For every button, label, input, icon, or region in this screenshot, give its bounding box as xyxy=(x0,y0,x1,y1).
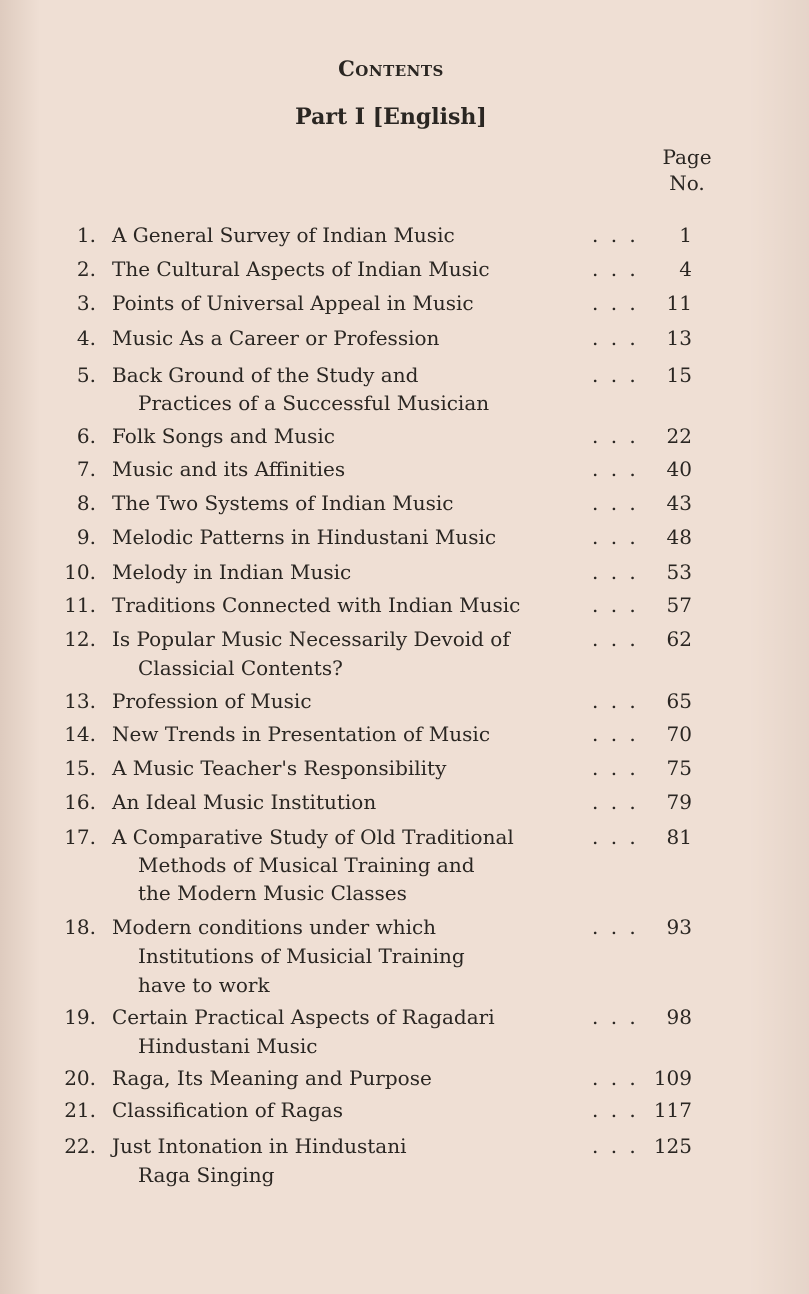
toc-entry-number: 1. xyxy=(76,223,96,247)
toc-leader-dots: . . . xyxy=(592,593,639,617)
toc-entry-number: 15. xyxy=(64,756,96,780)
toc-entry-title-line: A Music Teacher's Responsibility xyxy=(112,756,447,780)
toc-entry-page: 81 xyxy=(666,825,692,849)
toc-entry-title xyxy=(112,1132,582,1190)
toc-entry-title-line: Music and its Affinities xyxy=(112,457,346,481)
toc-entry-title-line: have to work xyxy=(138,973,270,997)
toc-entry-number: 20. xyxy=(64,1066,96,1090)
page-label-line: Page xyxy=(662,145,712,169)
toc-entry-title-line: A Comparative Study of Old Traditional xyxy=(112,825,514,849)
toc-entry-title-line: Practices of a Successful Musician xyxy=(138,391,490,415)
toc-entry-title xyxy=(112,823,582,907)
toc-entry-page: 109 xyxy=(653,1066,692,1090)
toc-leader-dots: . . . xyxy=(592,457,639,481)
toc-entry-title xyxy=(112,913,582,1000)
toc-entry-page: 65 xyxy=(666,689,692,713)
toc-entry-number: 13. xyxy=(64,689,96,713)
toc-entry-title xyxy=(112,290,582,317)
toc-entry-title xyxy=(112,688,582,715)
toc-entry-number: 21. xyxy=(64,1098,96,1122)
toc-entry-number: 18. xyxy=(64,915,96,939)
toc-entry-title-line: New Trends in Presentation of Music xyxy=(112,722,491,746)
toc-leader-dots: . . . xyxy=(592,560,639,584)
toc-leader-dots: . . . xyxy=(592,424,639,448)
toc-entry-title xyxy=(112,423,582,450)
toc-leader-dots: . . . xyxy=(592,756,639,780)
toc-entry-title-line: The Cultural Aspects of Indian Music xyxy=(112,257,490,281)
toc-leader-dots: . . . xyxy=(592,223,639,247)
toc-leader-dots: . . . xyxy=(592,363,639,387)
toc-leader-dots: . . . xyxy=(592,1098,639,1122)
toc-leader-dots: . . . xyxy=(592,291,639,315)
toc-entry-title xyxy=(112,524,582,551)
toc-entry-title-line: Is Popular Music Necessarily Devoid of xyxy=(112,627,510,651)
toc-entry-title xyxy=(112,1003,582,1061)
toc-entry-number: 11. xyxy=(64,593,96,617)
toc-entry-title-line: The Two Systems of Indian Music xyxy=(112,491,454,515)
toc-entry-page: 57 xyxy=(666,593,692,617)
toc-leader-dots: . . . xyxy=(592,1005,639,1029)
toc-leader-dots: . . . xyxy=(592,326,639,350)
no-label-line: No. xyxy=(669,171,705,195)
toc-leader-dots: . . . xyxy=(592,525,639,549)
toc-entry-page: 1 xyxy=(679,223,692,247)
toc-entry-title-line: Melody in Indian Music xyxy=(112,560,352,584)
toc-entry-page: 43 xyxy=(666,491,692,515)
toc-entry-number: 7. xyxy=(76,457,96,481)
toc-entry-title-line: A General Survey of Indian Music xyxy=(112,223,455,247)
toc-entry-number: 6. xyxy=(76,424,96,448)
toc-entry-page: 4 xyxy=(679,257,692,281)
toc-entry-title xyxy=(112,490,582,517)
toc-entry-title-line: Hindustani Music xyxy=(138,1034,318,1058)
toc-entry-number: 5. xyxy=(76,363,96,387)
toc-entry-title xyxy=(112,361,582,417)
toc-entry-page: 40 xyxy=(666,457,692,481)
toc-entry-page: 93 xyxy=(666,915,692,939)
toc-entry-number: 10. xyxy=(64,560,96,584)
toc-leader-dots: . . . xyxy=(592,722,639,746)
toc-entry-title xyxy=(112,222,582,249)
toc-entry-page: 53 xyxy=(666,560,692,584)
toc-leader-dots: . . . xyxy=(592,790,639,814)
toc-entry-title-line: Raga Singing xyxy=(138,1163,275,1187)
contents-title: Contents xyxy=(338,56,444,81)
toc-entry-title xyxy=(112,592,582,619)
toc-leader-dots: . . . xyxy=(592,1066,639,1090)
toc-entry-title-line: Modern conditions under which xyxy=(112,915,437,939)
toc-entry-page: 117 xyxy=(653,1098,692,1122)
toc-entry-title-line: Folk Songs and Music xyxy=(112,424,335,448)
toc-entry-title-line: Profession of Music xyxy=(112,689,312,713)
toc-entry-title xyxy=(112,1064,582,1092)
toc-entry-title xyxy=(112,625,582,683)
toc-entry-number: 14. xyxy=(64,722,96,746)
toc-entry-title-line: Methods of Musical Training and xyxy=(138,853,475,877)
toc-entry-page: 125 xyxy=(653,1134,692,1158)
toc-entry-title-line: Certain Practical Aspects of Ragadari xyxy=(112,1005,495,1029)
toc-entry-page: 98 xyxy=(666,1005,692,1029)
toc-entry-title xyxy=(112,1097,582,1124)
toc-entry-page: 13 xyxy=(666,326,692,350)
toc-entry-page: 11 xyxy=(666,291,692,315)
toc-leader-dots: . . . xyxy=(592,689,639,713)
toc-entry-title-line: Raga, Its Meaning and Purpose xyxy=(112,1066,432,1090)
toc-leader-dots: . . . xyxy=(592,825,639,849)
toc-entry-title xyxy=(112,456,582,483)
toc-leader-dots: . . . xyxy=(592,915,639,939)
toc-leader-dots: . . . xyxy=(592,257,639,281)
toc-entry-title-line: Classification of Ragas xyxy=(112,1098,343,1122)
toc-entry-page: 70 xyxy=(666,722,692,746)
toc-entry-title-line: An Ideal Music Institution xyxy=(112,790,377,814)
toc-entry-title-line: Points of Universal Appeal in Music xyxy=(112,291,474,315)
toc-entry-number: 3. xyxy=(76,291,96,315)
toc-entry-title-line: the Modern Music Classes xyxy=(138,881,407,905)
toc-entry-page: 79 xyxy=(666,790,692,814)
toc-entry-number: 19. xyxy=(64,1005,96,1029)
toc-entry-title xyxy=(112,755,582,782)
toc-leader-dots: . . . xyxy=(592,1134,639,1158)
toc-entry-page: 48 xyxy=(666,525,692,549)
toc-entry-number: 17. xyxy=(64,825,96,849)
toc-entry-title xyxy=(112,721,582,748)
toc-leader-dots: . . . xyxy=(592,627,639,651)
toc-entry-number: 8. xyxy=(76,491,96,515)
toc-entry-title-line: Music As a Career or Profession xyxy=(112,326,440,350)
toc-entry-page: 22 xyxy=(666,424,692,448)
toc-entry-page: 62 xyxy=(666,627,692,651)
toc-entry-title xyxy=(112,559,582,586)
toc-entry-title xyxy=(112,325,582,352)
toc-entry-number: 12. xyxy=(64,627,96,651)
toc-entry-number: 16. xyxy=(64,790,96,814)
toc-entry-title xyxy=(112,256,582,283)
part-title: Part I [English] xyxy=(295,104,487,130)
toc-entry-title xyxy=(112,789,582,816)
toc-entry-title-line: Classicial Contents? xyxy=(138,656,343,680)
toc-entry-number: 4. xyxy=(76,326,96,350)
toc-entry-title-line: Melodic Patterns in Hindustani Music xyxy=(112,525,497,549)
toc-entry-page: 15 xyxy=(666,363,692,387)
toc-leader-dots: . . . xyxy=(592,491,639,515)
toc-entry-page: 75 xyxy=(666,756,692,780)
toc-entry-title-line: Institutions of Musicial Training xyxy=(138,944,465,968)
toc-entry-title-line: Back Ground of the Study and xyxy=(112,363,419,387)
toc-entry-number: 2. xyxy=(76,257,96,281)
toc-entry-number: 22. xyxy=(64,1134,96,1158)
toc-entry-title-line: Traditions Connected with Indian Music xyxy=(112,593,521,617)
toc-entry-number: 9. xyxy=(76,525,96,549)
toc-entry-title-line: Just Intonation in Hindustani xyxy=(112,1134,407,1158)
